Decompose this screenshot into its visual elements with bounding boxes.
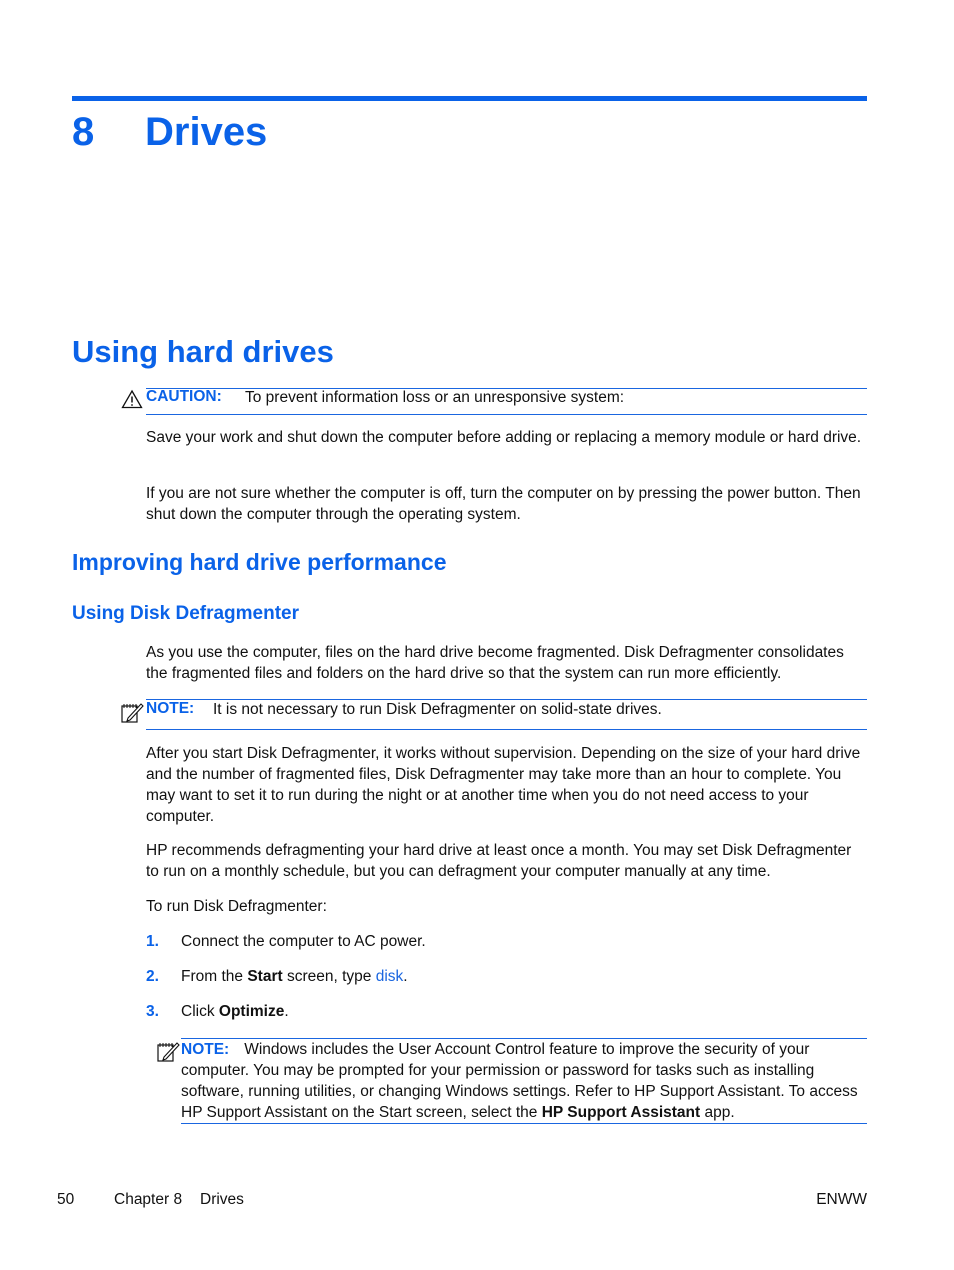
defrag-schedule-paragraph: HP recommends defragmenting your hard drive at least once a month. You may set Disk Defragmenter to run on a monthly schedule, but you can defragment your computer manually at any time. <box>146 842 852 880</box>
defrag-steps-intro: To run Disk Defragmenter: <box>146 898 327 915</box>
section-heading: Using hard drives <box>72 334 334 369</box>
subsubsection-heading: Using Disk Defragmenter <box>72 603 300 624</box>
caution-paragraph-1: Save your work and shut down the computer before adding or replacing a memory module or hard drive. <box>146 429 862 446</box>
chapter-top-rule <box>72 96 867 101</box>
note2-bottom-rule <box>181 1123 867 1124</box>
step-3-number: 3. <box>146 1003 159 1020</box>
footer-chapter-label: Chapter 8 <box>114 1191 183 1208</box>
step-1-text: Connect the computer to AC power. <box>181 933 426 950</box>
disk-search-term: disk <box>375 968 404 985</box>
footer-doc-code: ENWW <box>816 1191 867 1208</box>
caution-paragraph-2: If you are not sure whether the computer is off, turn the computer on by pressing the power button. Then shut down the computer through the operating system. <box>146 485 861 523</box>
warning-triangle-icon <box>121 389 143 409</box>
defrag-supervision-paragraph: After you start Disk Defragmenter, it works without supervision. Depending on the size of your hard drive and the number of fragmented files, Disk Defragmenter may take more than an hour to complete. You may want to set it to run during the night or at another time when you do not need access to your computer. <box>146 745 861 825</box>
chapter-title: Drives <box>145 110 268 154</box>
note2-body: NOTE: Windows includes the User Account Control feature to improve the security of your computer. You may be prompted for your permission or password for tasks such as installing software, running utilities, or changing Windows settings. Refer to HP Support Assistant. To access HP Support Assistant on the Start screen, select the HP Support Assistant app. <box>181 1041 858 1121</box>
page-number: 50 <box>57 1191 75 1208</box>
note1-text: It is not necessary to run Disk Defragmenter on solid-state drives. <box>213 701 662 718</box>
step-2-text: From the Start screen, type disk. <box>181 968 408 985</box>
subsection-heading: Improving hard drive performance <box>72 549 447 575</box>
chapter-number: 8 <box>72 110 95 154</box>
note-pad-icon <box>120 701 144 723</box>
note1-label: NOTE: <box>146 700 195 717</box>
caution-label: CAUTION: <box>146 388 222 405</box>
step-2-number: 2. <box>146 968 159 985</box>
step-3-text: Click Optimize. <box>181 1003 289 1020</box>
defrag-intro-paragraph: As you use the computer, files on the hard drive become fragmented. Disk Defragmenter consolidates the fragmented files and folders on the hard drive so that the system can run more efficiently. <box>146 644 844 682</box>
caution-text: To prevent information loss or an unresponsive system: <box>245 389 625 406</box>
step-1-number: 1. <box>146 933 159 950</box>
hp-support-assistant-term: HP Support Assistant <box>541 1104 701 1121</box>
start-screen-term: Start <box>247 968 283 985</box>
note2-label: NOTE: <box>181 1041 230 1058</box>
note1-bottom-rule <box>146 729 867 730</box>
caution-bottom-rule <box>146 414 867 415</box>
note-pad-icon <box>156 1040 180 1062</box>
optimize-term: Optimize <box>218 1003 285 1020</box>
footer-chapter-name: Drives <box>200 1191 244 1208</box>
